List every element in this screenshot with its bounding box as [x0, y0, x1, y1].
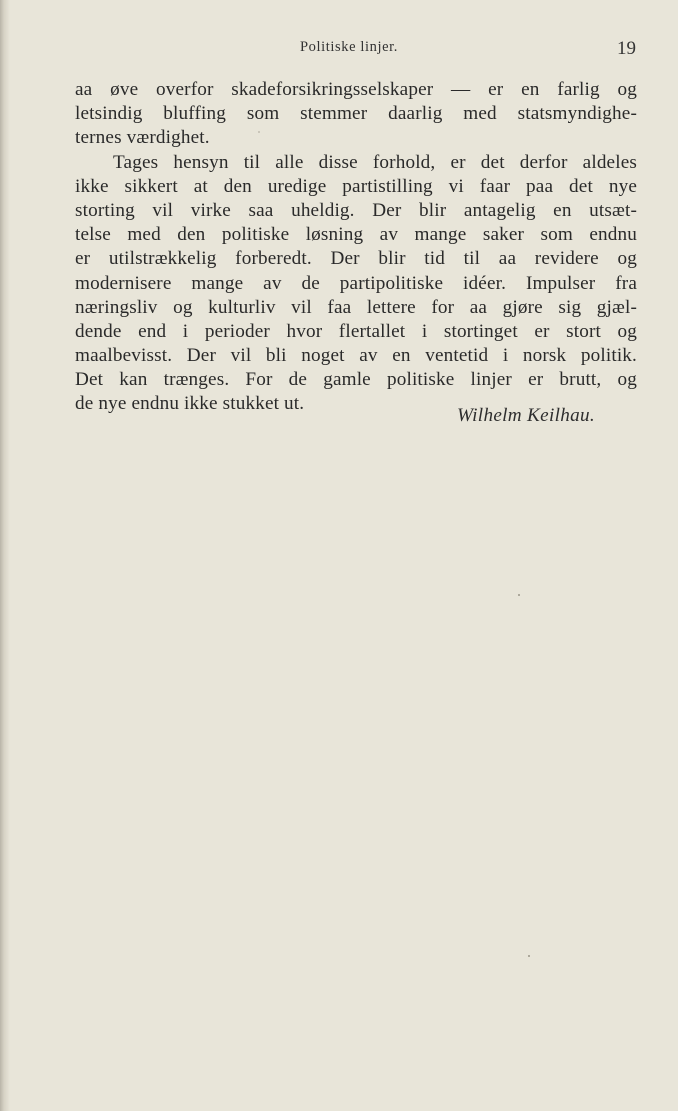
page-number: 19	[617, 38, 636, 59]
text-line: letsindig bluffing som stemmer daarlig med statsmyndighe-	[75, 103, 637, 125]
body-text	[75, 78, 637, 417]
text-line: er utilstrækkelig forberedt. Der blir tid til aa revidere og	[75, 248, 637, 270]
text-line: Tages hensyn til alle disse forhold, er det derfor aldeles	[113, 151, 637, 173]
text-line: næringsliv og kulturliv vil faa lettere for aa gjøre sig gjæl-	[75, 296, 637, 318]
text-line: storting vil virke saa uheldig. Der blir antagelig en utsæt-	[75, 199, 637, 221]
running-head	[0, 38, 678, 62]
text-line: ikke sikkert at den uredige partistilling vi faar paa det nye	[75, 175, 637, 197]
text-line: de nye endnu ikke stukket ut.	[75, 393, 305, 415]
paper-speck	[528, 955, 530, 957]
text-line: modernisere mange av de partipolitiske idéer. Impulser fra	[75, 272, 637, 294]
text-line: dende end i perioder hvor flertallet i stortinget er stort og	[75, 320, 637, 342]
text-line: Det kan trænges. For de gamle politiske linjer er brutt, og	[75, 369, 637, 391]
running-title: Politiske linjer.	[300, 39, 399, 55]
text-line: maalbevisst. Der vil bli noget av en ventetid i norsk politik.	[75, 345, 637, 367]
paper-speck	[258, 131, 260, 133]
text-line: telse med den politiske løsning av mange saker som endnu	[75, 224, 637, 246]
paper-speck	[518, 594, 520, 596]
text-line: ternes værdighet.	[75, 127, 210, 149]
binding-edge	[0, 0, 10, 1111]
text-line: aa øve overfor skadeforsikringsselskaper — er en farlig og	[75, 79, 637, 100]
author-signature: Wilhelm Keilhau.	[456, 405, 595, 426]
